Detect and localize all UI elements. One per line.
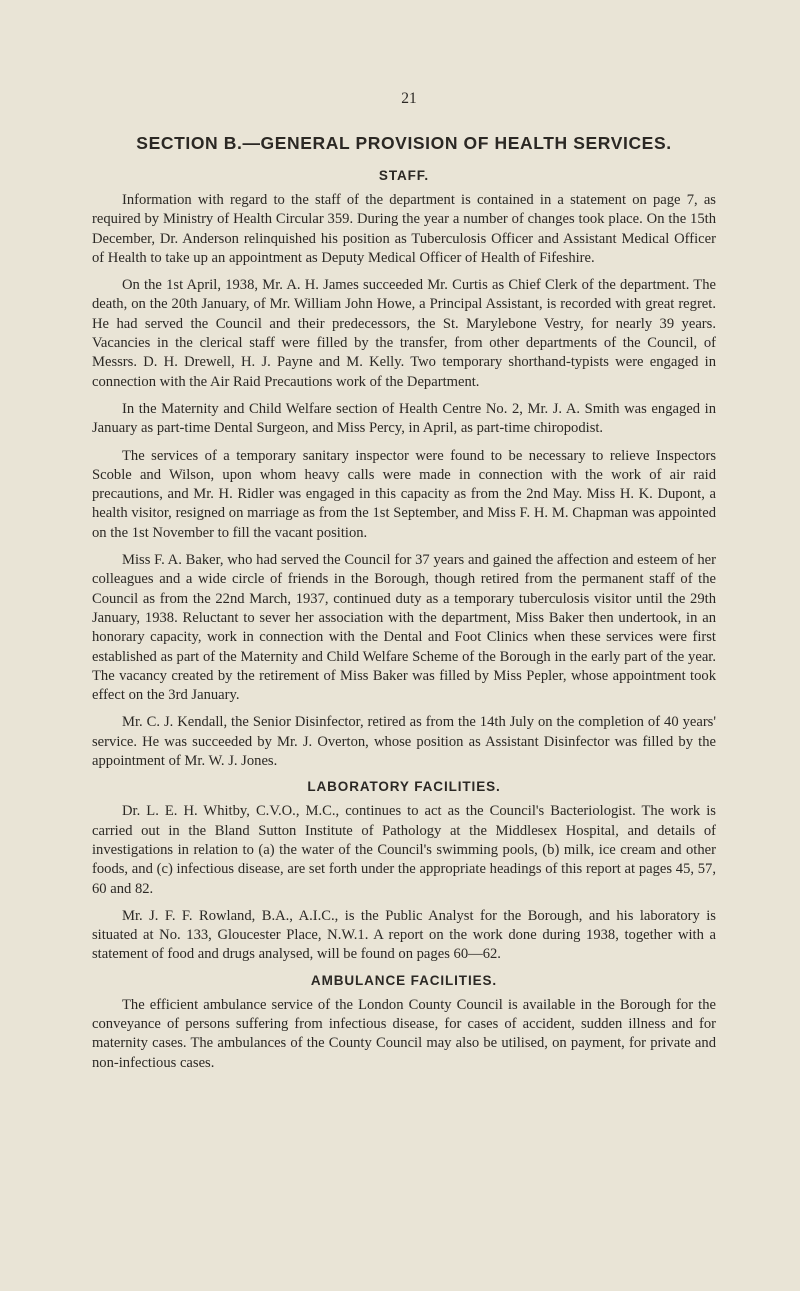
staff-paragraph: The services of a temporary sanitary inspector were found to be necessary to relieve Inspectors Scoble and Wilson, upon whom heavy calls were made in connection with the work of air raid precautions, and Mr. H. Ridler was engaged in this capacity as from the 2nd May. Miss H. K. Dupont, a health visitor, resigned on marriage as from the 1st September, and Miss F. H. M. Chapman was appointed on the 1st November to fill the vacant position. — [92, 447, 716, 541]
page-number: 21 — [401, 90, 417, 107]
staff-paragraph: In the Maternity and Child Welfare section of Health Centre No. 2, Mr. J. A. Smith was engaged in January as part-time Dental Surgeon, and Miss Percy, in April, as part-time chiropodist. — [92, 400, 716, 437]
staff-heading: STAFF. — [378, 168, 430, 183]
staff-paragraph: On the 1st April, 1938, Mr. A. H. James succeeded Mr. Curtis as Chief Clerk of the department. The death, on the 20th January, of Mr. William John Howe, a Principal Assistant, is recorded with great regret. He had served the Council and their predecessors, the St. Marylebone Vestry, for nearly 39 years. Vacancies in the clerical staff were filled by the transfer, from other departments of the Council, of Messrs. D. H. Drewell, H. J. Payne and M. Kelly. Two temporary shorthand-typists were engaged in connection with the Air Raid Precautions work of the Department. — [92, 277, 716, 390]
section-title: SECTION B.—GENERAL PROVISION OF HEALTH SERVICES. — [136, 133, 672, 153]
laboratory-paragraph: Dr. L. E. H. Whitby, C.V.O., M.C., continues to act as the Council's Bacteriologist. The work is carried out in the Bland Sutton Institute of Pathology at the Middlesex Hospital, and details of investigations in relation to (a) the water of the Council's swimming pools, (b) milk, ice cream and other foods, and (c) infectious disease, are set forth under the appropriate headings of this report at pages 45, 57, 60 and 82. — [92, 803, 716, 897]
laboratory-heading: LABORATORY FACILITIES. — [307, 779, 501, 795]
staff-paragraph: Miss F. A. Baker, who had served the Council for 37 years and gained the affection and esteem of her colleagues and a wide circle of friends in the Borough, though retired from the permanent staff of the Council as from the 22nd March, 1937, continued duty as a temporary tuberculosis visitor until the 29th January, 1938. Reluctant to sever her association with the department, Miss Baker then undertook, in an honorary capacity, work in connection with the Dental and Foot Clinics when these services were first established as part of the Maternity and Child Welfare Scheme of the Borough in the early part of the year. The vacancy created by the retirement of Miss Baker was filled by Miss Pepler, whose appointment took effect on the 3rd January. — [92, 552, 716, 704]
ambulance-heading: AMBULANCE FACILITIES. — [310, 972, 498, 988]
staff-paragraph: Mr. C. J. Kendall, the Senior Disinfector, retired as from the 14th July on the completion of 40 years' service. He was succeeded by Mr. J. Overton, whose position as Assistant Disinfector was filled by the appointment of Mr. W. J. Jones. — [92, 714, 716, 770]
laboratory-paragraph: Mr. J. F. F. Rowland, B.A., A.I.C., is the Public Analyst for the Borough, and his laboratory is situated at No. 133, Gloucester Place, N.W.1. A report on the work done during 1938, together with a statement of food and drugs analysed, will be found on pages 60—62. — [92, 907, 716, 963]
ambulance-paragraph: The efficient ambulance service of the London County Council is available in the Borough for the conveyance of persons suffering from infectious disease, for cases of accident, sudden illness and for maternity cases. The ambulances of the County Council may also be utilised, on payment, for private and non-infectious cases. — [92, 996, 716, 1071]
staff-paragraph: Information with regard to the staff of the department is contained in a statement on page 7, as required by Ministry of Health Circular 359. During the year a number of changes took place. On the 15th December, Dr. Anderson relinquished his position as Tuberculosis Officer and Assistant Medical Officer of Health to take up an appointment as Deputy Medical Officer of Health of Fifeshire. — [92, 192, 716, 266]
